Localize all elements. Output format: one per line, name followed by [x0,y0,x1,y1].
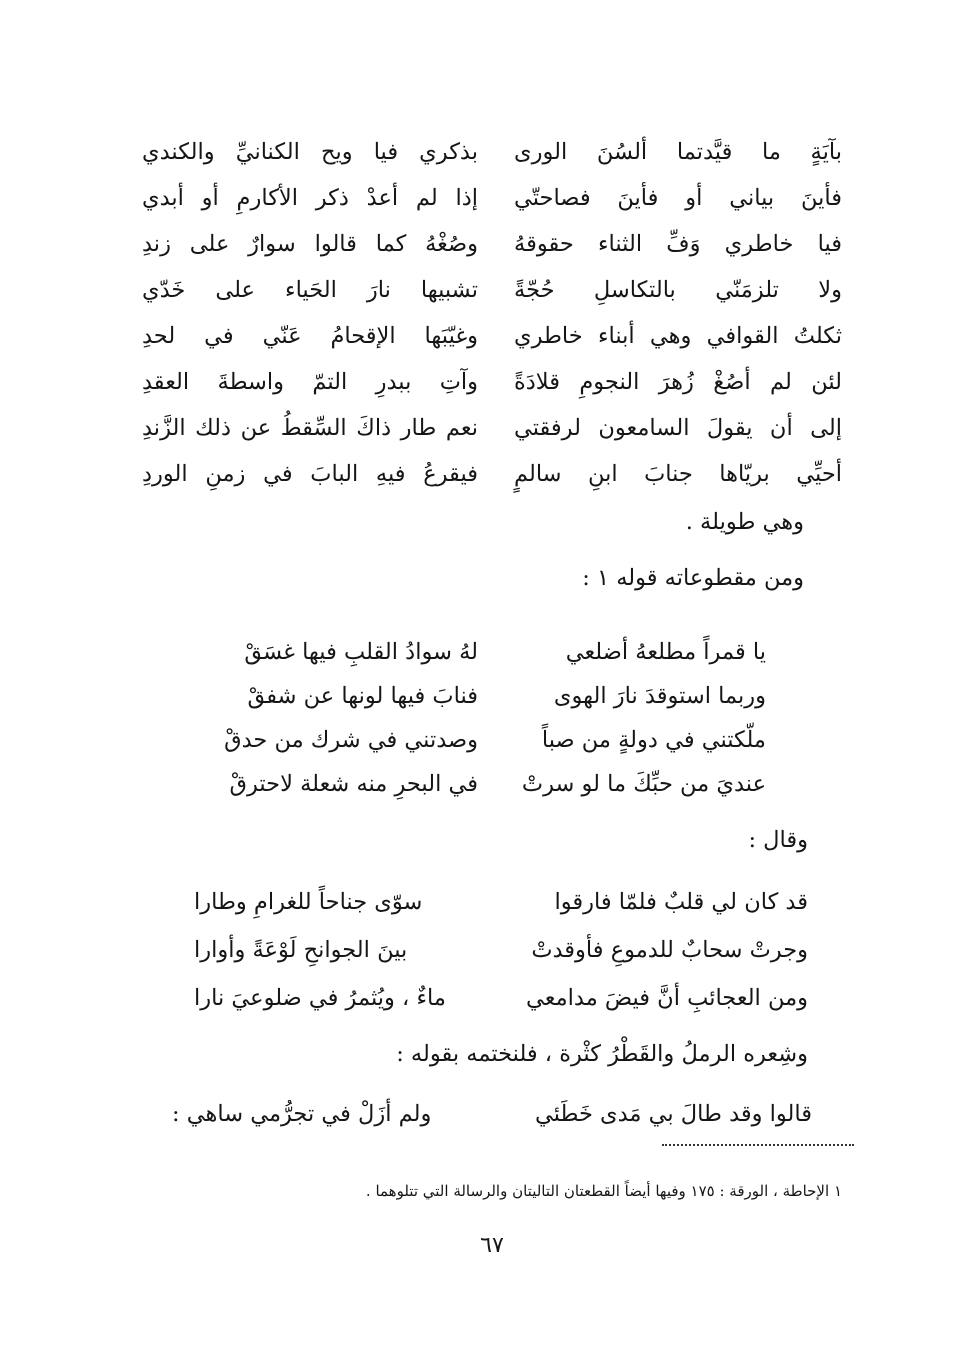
verse-second-hemistich: ولم أزَلْ في تجرُّمي ساهي : [172,1101,432,1127]
verse-second-hemistich: سوّى جناحاً للغرامِ وطارا [194,889,423,915]
section-intro: وقال : [748,827,808,853]
verse-first-hemistich: ولا تلزمَنّي بالتكاسلِ حُجّةً [514,277,842,303]
verse-first-hemistich: ثكلتُ القوافي وهي أبناء خاطري [514,323,842,349]
verse-first-hemistich: إلى أن يقولَ السامعون لرفقتي [514,415,842,441]
poem-1-note: وهي طويلة . [685,509,804,535]
prose-line: وشِعره الرملُ والقَطْرُ كثْرة ، فلنختمه بقوله : [396,1041,808,1067]
verse-second-hemistich: فيقرعُ فيهِ البابَ في زمنِ الوردِ [142,461,478,487]
verse-first-hemistich: عنديَ من حبِّكَ ما لو سرتْ [521,771,766,797]
verse-first-hemistich: يا قمراً مطلعهُ أضلعي [565,639,766,665]
verse-first-hemistich: قد كان لي قلبٌ فلمّا فارقوا [554,889,808,915]
verse-second-hemistich: وغيّبَها الإقحامُ عَنّي في لحدِ [142,323,478,349]
verse-second-hemistich: نعم طار ذاكَ السِّقطُ عن ذلك الزَّندِ [142,415,478,441]
verse-second-hemistich: وآتِ ببدرِ التمّ واسطةَ العقدِ [142,369,478,395]
verse-second-hemistich: تشبيها نارَ الحَياء على خَدّي [142,277,478,303]
page-number: ٦٧ [480,1233,504,1258]
verse-second-hemistich: وصُغْهُ كما قالوا سوارٌ على زندِ [142,231,478,257]
verse-second-hemistich: في البحرِ منه شعلة لاحترقْ [229,771,478,797]
verse-first-hemistich: فيا خاطري وَفِّ الثناء حقوقهُ [514,231,842,257]
verse-second-hemistich: وصدتني في شرك من حدقْ [224,727,478,753]
verse-first-hemistich: وربما استوقدَ نارَ الهوى [553,683,766,709]
verse-first-hemistich: ومن العجائبِ أنَّ فيضَ مدامعي [525,985,808,1011]
verse-first-hemistich: وجرتْ سحابٌ للدموعِ فأوقدتْ [531,937,808,963]
verse-first-hemistich: ملّكتني في دولةٍ من صباً [541,727,766,753]
footnote-separator [662,1144,854,1146]
verse-second-hemistich: بينَ الجوانحِ لَوْعَةً وأوارا [194,937,408,963]
verse-second-hemistich: إذا لم أعدْ ذكر الأكارمِ أو أبدي [142,185,478,211]
verse-second-hemistich: فنابَ فيها لونها عن شفقْ [247,683,478,709]
verse-first-hemistich: فأينَ بياني أو فأينَ فصاحتّي [514,185,842,211]
verse-second-hemistich: ماءٌ ، ويُثمرُ في ضلوعيَ نارا [194,985,446,1011]
section-intro: ومن مقطوعاته قوله ١ : [582,565,804,591]
verse-first-hemistich: لئن لم أصُغْ زُهرَ النجومِ قلادَةً [514,369,842,395]
verse-second-hemistich: لهُ سوادُ القلبِ فيها غسَقْ [244,639,478,665]
verse-second-hemistich: بذكري فيا ويح الكنانيِّ والكندي [142,139,478,165]
footnote: ١ الإحاطة ، الورقة : ١٧٥ وفيها أيضاً القطعتان التاليتان والرسالة التي تتلوهما . [365,1182,842,1200]
verse-first-hemistich: أحيِّي بريّاها جنابَ ابنِ سالمٍ [514,461,842,487]
verse-first-hemistich: بآيَةٍ ما قيَّدتما ألسُنَ الورى [514,139,842,165]
verse-first-hemistich: قالوا وقد طالَ بي مَدى خَطَئي [534,1101,812,1127]
